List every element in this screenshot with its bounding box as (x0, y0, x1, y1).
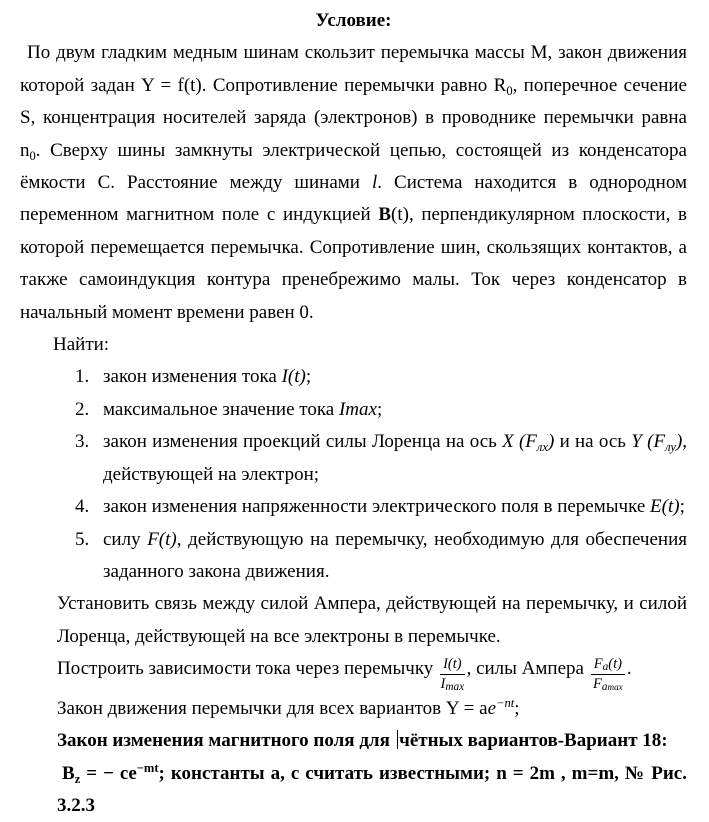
task-number: 1. (75, 366, 90, 388)
subscript-n0: 0 (29, 148, 36, 163)
fraction-denominator (440, 675, 465, 693)
document-title: Условие: (315, 10, 392, 31)
formula-equals: = − ce (80, 762, 137, 784)
motion-law-paragraph (57, 693, 687, 725)
problem-statement (20, 37, 687, 329)
text-segment: (t), перпендикулярном плоскости, в которой перемещается перемычка. Сопротивление шин, скользящих контактов, а также самоиндукция контура пренебрежимо малы. Ток через конденсатор в начальный момент времени равен 0. (20, 204, 687, 323)
math-F-t: F(t) (147, 528, 177, 550)
task-number: 4. (75, 496, 90, 518)
math-F: F (593, 656, 603, 673)
math-F: F (593, 676, 602, 693)
fraction-numerator (591, 656, 625, 675)
task-item-5 (20, 524, 687, 589)
relation-paragraph: Установить связь между силой Ампера, действующей на перемычку, и силой Лоренца, действующей на все электроны в перемычке. (57, 593, 687, 647)
task-text: силу (103, 528, 148, 550)
subscript-lx: лх (536, 440, 548, 455)
superscript-nt: −nt (496, 695, 515, 710)
variable-B: B (378, 204, 392, 226)
variable-e: e (487, 697, 496, 719)
math-t: (t) (608, 656, 622, 673)
text-segment: Построить зависимости тока через перемычку (57, 658, 439, 680)
text-segment: чётных вариантов-Вариант 18: (399, 730, 668, 752)
text-segment: . Система находится в однородном переменном магнитном поле с индукцией (20, 172, 687, 226)
fraction-current-ratio (440, 656, 465, 692)
task-item-2 (20, 394, 687, 426)
plot-paragraph (57, 653, 687, 693)
task-text: , действующей на электрон; (103, 431, 688, 485)
text-segment: Закон движения перемычки для всех вариантов Y = a (57, 697, 488, 719)
fraction-ampere-ratio (591, 656, 625, 692)
field-law-formula-line (57, 758, 687, 790)
math-E-t: E(t) (650, 496, 680, 518)
fraction-numerator: I(t) (440, 656, 465, 675)
task-text: , действующую на перемычку, необходимую для обеспечения заданного закона движения. (103, 528, 687, 582)
subscript-a: a (601, 681, 608, 694)
subscript-z: z (74, 771, 81, 786)
math-Fx: X (F (502, 431, 537, 453)
task-number: 2. (75, 398, 90, 420)
text-segment: ; (514, 697, 520, 719)
variable-Bz: B (62, 762, 75, 784)
math-Imax: Imax (338, 398, 377, 420)
text-segment: , поперечное сечение S, концентрация носителей заряда (электронов) в проводнике перемычки равна n (20, 74, 687, 161)
text-segment: По двум гладким медным шинам скользит перемычка массы M, закон движения которой задан Y = f(t). Сопротивление перемычки равно R (20, 42, 687, 96)
task-text: закон изменения проекций силы Лоренца на ось (103, 431, 503, 453)
fraction-denominator (591, 675, 625, 693)
text-segment: Закон изменения магнитного поля для (57, 730, 395, 752)
text-segment: ; константы a, с считать известными; n = 2m , m=m, № Рис. (158, 762, 687, 784)
field-law-heading (57, 725, 687, 757)
task-item-4 (20, 491, 687, 523)
task-number: 3. (75, 431, 90, 453)
task-text: ; (305, 366, 312, 388)
task-item-3 (20, 426, 687, 491)
math-Fy-close: ) (675, 431, 683, 453)
subscript-ly: лу (665, 440, 676, 455)
math-Fy: Y (F (631, 431, 666, 453)
task-text: максимальное значение тока (103, 398, 339, 420)
text-cursor (397, 730, 399, 749)
task-number: 5. (75, 528, 90, 550)
math-Fx-close: ) (547, 431, 555, 453)
text-segment: . Сверху шины замкнуты электрической цепью, состоящей из конденсатора ёмкости C. Расстояние между шинами (20, 139, 687, 194)
subscript-a-max (602, 681, 623, 693)
task-text: и на ось (554, 431, 632, 453)
subscript-R0: 0 (506, 83, 513, 98)
superscript-mt: −mt (136, 760, 159, 775)
task-text: закон изменения тока (103, 366, 282, 388)
task-text: ; (679, 496, 685, 518)
text-segment: . (626, 658, 632, 680)
math-I-t: I(t) (281, 366, 306, 388)
subscript-max: max (445, 681, 465, 694)
math-I: I (440, 676, 446, 693)
find-label: Найти: (53, 334, 110, 356)
variable-l: l (372, 172, 378, 194)
task-text: ; (376, 398, 383, 420)
figure-number: 3.2.3 (57, 795, 95, 817)
subscript-max: max (607, 682, 623, 693)
text-segment: , силы Ампера (466, 658, 589, 680)
subscript-a: a (602, 661, 609, 674)
task-text: закон изменения напряженности электрического поля в перемычке (103, 496, 651, 518)
task-item-1 (20, 361, 687, 393)
